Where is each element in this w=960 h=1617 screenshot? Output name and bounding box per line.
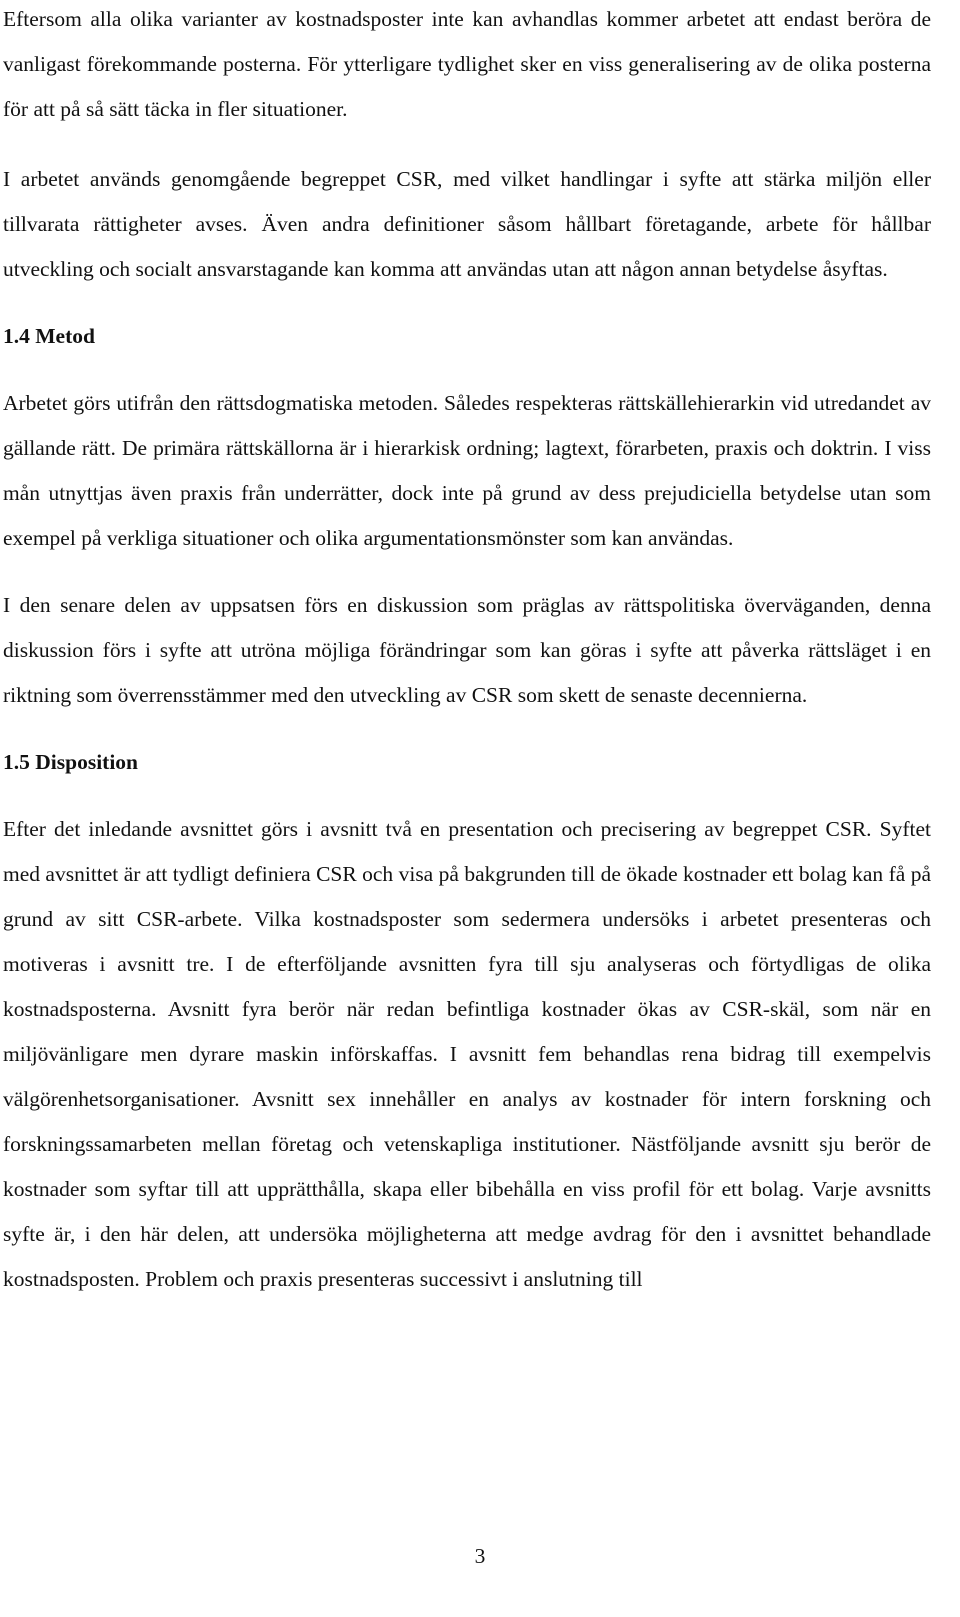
page-content bbox=[3, 0, 931, 1302]
paragraph-discussion: I den senare delen av uppsatsen förs en diskussion som präglas av rättspolitiska överväganden, denna diskussion förs i syfte att utröna möjliga förändringar som kan göras i syfte att påverka rättsläget i en riktning som överrensstämmer med den utveckling av CSR som skett de senaste decennierna. bbox=[3, 593, 931, 707]
paragraph-scope-limitation: Eftersom alla olika varianter av kostnadsposter inte kan avhandlas kommer arbetet att endast beröra de vanligast förekommande posterna. För ytterligare tydlighet sker en viss generalisering av de olika posterna för att på så sätt täcka in fler situationer. bbox=[3, 7, 931, 121]
heading-metod: 1.4 Metod bbox=[3, 324, 95, 348]
paragraph-method: Arbetet görs utifrån den rättsdogmatiska metoden. Således respekteras rättskällehierarkin vid utredandet av gällande rätt. De primära rättskällorna är i hierarkisk ordning; lagtext, förarbeten, praxis och doktrin. I viss mån utnyttjas även praxis från underrätter, dock inte på grund av dess prejudiciella betydelse utan som exempel på verkliga situationer och olika argumentationsmönster som kan användas. bbox=[3, 391, 931, 550]
paragraph-disposition: Efter det inledande avsnittet görs i avsnitt två en presentation och precisering av begreppet CSR. Syftet med avsnittet är att tydligt definiera CSR och visa på bakgrunden till de ökade kostnader ett bolag kan få på grund av sitt CSR-arbete. Vilka kostnadsposter som sedermera undersöks i arbetet presenteras och motiveras i avsnitt tre. I de efterföljande avsnitten fyra till sju analyseras och förtydligas de olika kostnadsposterna. Avsnitt fyra berör när redan befintliga kostnader ökas av CSR-skäl, som när en miljövänligare men dyrare maskin införskaffas. I avsnitt fem behandlas rena bidrag till exempelvis välgörenhetsorganisationer. Avsnitt sex innehåller en analys av kostnader för intern forskning och forskningssamarbeten mellan företag och vetenskapliga institutioner. Nästföljande avsnitt sju berör de kostnader som syftar till att upprätthålla, skapa eller bibehålla en viss profil för ett bolag. Varje avsnitts syfte är, i den här delen, att undersöka möjligheterna att medge avdrag för den i avsnittet behandlade kostnadsposten. Problem och praxis presenteras successivt i anslutning till bbox=[3, 817, 931, 1291]
paragraph-csr-definition: I arbetet används genomgående begreppet CSR, med vilket handlingar i syfte att stärka miljön eller tillvarata rättigheter avses. Även andra definitioner såsom hållbart företagande, arbete för hållbar utveckling och socialt ansvarstagande kan komma att användas utan att någon annan betydelse åsyftas. bbox=[3, 167, 931, 281]
page-number: 3 bbox=[474, 1544, 486, 1568]
heading-disposition: 1.5 Disposition bbox=[3, 750, 139, 774]
